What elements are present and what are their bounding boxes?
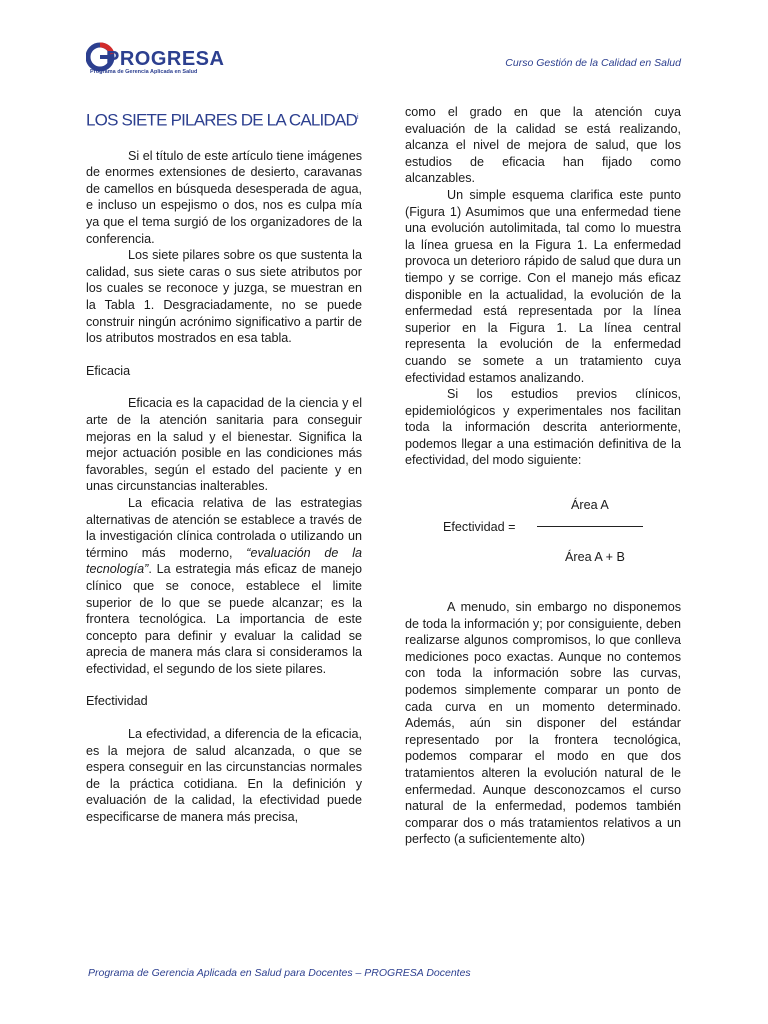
logo-subtitle: Programa de Gerencia Aplicada en Salud — [90, 69, 198, 75]
paragraph-text: . La estrategia más eficaz de manejo clínico que se conoce, establece el limite superior de lo que se puede alcanzar; es la frontera tecnológica. La importancia de este concepto para definir y evaluar la calidad se aprecia de manera más clara si consideramos la efectividad, el segundo de los siete pilares. — [86, 562, 362, 676]
paragraph: Un simple esquema clarifica este punto (Figura 1) Asumimos que una enfermedad tiene una evolución autolimitada, tal como lo muestra la línea gruesa en la Figura 1. La enfermedad provoca un deterioro rápido de salud que dura un tiempo y se corrige. Con el manejo más eficaz disponible en la actualidad, la evolución de la enfermedad está representada por la línea superior en la Figura 1. La línea central representa la evolución de la enfermedad cuando se somete a un tratamiento cuya efectividad estamos analizando. — [405, 187, 681, 385]
paragraph: A menudo, sin embargo no disponemos de toda la información y; por consiguiente, deben realizarse algunos compromisos, lo que conlleva mediciones poco exactas. Aunque no contemos con toda la información sobre las curvas, podemos simplemente comparar un ponto de cada curva en un momento determinado. Además, aún sin disponer del estándar representado por la frontera tecnológica, podemos comparar el modo en que dos tratamientos alteren la evolución natural de le enfermedad. Aunque desconozcamos el curso natural de la enfermedad, podemos también comparar dos o más tratamientos relativos a un perfecto (a suficientemente alto) — [405, 600, 681, 847]
course-header: Curso Gestión de la Calidad en Salud — [505, 57, 681, 69]
left-column — [86, 107, 362, 826]
paragraph — [86, 495, 362, 678]
section-heading-efectividad: Efectividad — [86, 694, 148, 709]
progresa-logo — [86, 40, 225, 80]
emphasis-text: “evaluación de la tecnología” — [86, 545, 362, 577]
effectiveness-formula — [405, 498, 681, 575]
logo-text: PROGRESA — [106, 48, 225, 70]
paragraph: Los siete pilares sobre os que sustenta la calidad, sus siete caras o sus siete atributos por los cuales se reconoce y juzga, se muestran en la Tabla 1. Desgraciadamente, no se puede construir ningún acrónimo significativo a partir de los atributos mostrados en esa tabla. — [86, 248, 362, 346]
paragraph: como el grado en que la atención cuya evaluación de la calidad se está realizando, alcanza el nivel de mejora de salud, que los estudios de eficacia han fijado como alcanzables. — [405, 105, 681, 186]
formula-label: Efectividad = — [443, 520, 516, 535]
section-heading-eficacia: Eficacia — [86, 363, 131, 378]
formula-numerator: Área A — [571, 498, 609, 513]
paragraph-text: La eficacia relativa de las estrategias alternativas de atención se establece a través de la investigación clínica controlada o utilizando un término más moderno, — [86, 495, 362, 560]
article-title — [86, 107, 362, 132]
paragraph: Eficacia es la capacidad de la ciencia y el arte de la atención sanitaria para conseguir mejoras en la salud y el bienestar. Significa la mejor actuación posible en las condiciones más favorables, según el estado del paciente y en unas circunstancias inalterables. — [86, 396, 362, 494]
formula-denominator: Área A + B — [565, 550, 625, 565]
right-column — [405, 104, 681, 848]
page-footer: Programa de Gerencia Aplicada en Salud para Docentes – PROGRESA Docentes — [88, 967, 471, 979]
paragraph: La efectividad, a diferencia de la eficacia, es la mejora de salud alcanzada, o que se espera conseguir en las circunstancias normales de la práctica cotidiana. En la definición y evaluación de la calidad, la efectividad puede especificarse de manera más precisa, — [86, 727, 362, 825]
article-title-text: LOS SIETE PILARES DE LA CALIDAD — [86, 110, 357, 130]
paragraph: Si el título de este artículo tiene imágenes de enormes extensiones de desierto, caravanas de camellos en búsqueda desesperada de agua, e incluso un espejismo o dos, nos es culpa mía ya que el tema surgió de los organizadores de la conferencia. — [86, 148, 362, 246]
paragraph: Si los estudios previos clínicos, epidemiológicos y experimentales nos facilitan toda la información descrita anteriormente, podemos llegar a una estimación definitiva de la efectividad, del modo siguiente: — [405, 387, 681, 468]
fraction-bar — [537, 526, 643, 527]
title-footnote-mark: i — [356, 114, 358, 121]
